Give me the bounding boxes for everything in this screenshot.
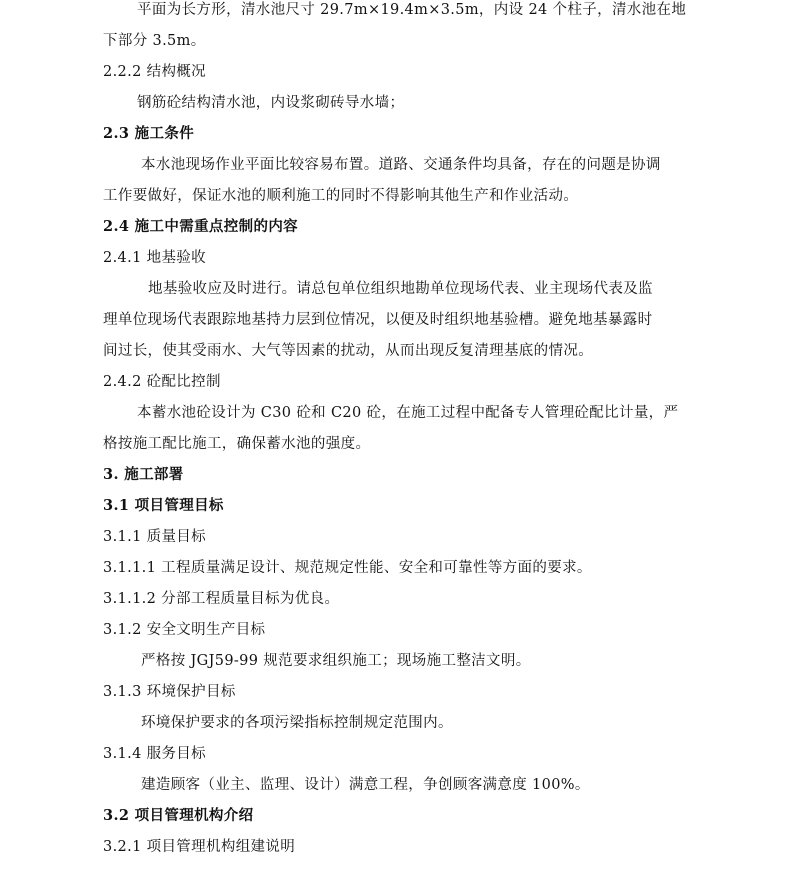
section-heading: 3.1.2 安全文明生产目标 [103, 622, 266, 638]
section-heading: 3.1.4 服务目标 [103, 746, 207, 762]
section-heading: 2.4 施工中需重点控制的内容 [103, 218, 299, 235]
section-heading: 2.4.1 地基验收 [103, 250, 207, 266]
paragraph-line: 理单位现场代表跟踪地基持力层到位情况，以便及时组织地基验槽。避免地基暴露时 [103, 312, 653, 328]
paragraph-line: 3.1.1.2 分部工程质量目标为优良。 [103, 591, 340, 607]
paragraph-line: 本水池现场作业平面比较容易布置。道路、交通条件均具备，存在的问题是协调 [141, 157, 661, 173]
paragraph-line: 平面为长方形，清水池尺寸 29.7m×19.4m×3.5m，内设 24 个柱子，清水池在地 [137, 2, 687, 18]
section-heading: 3.1 项目管理目标 [103, 497, 224, 514]
paragraph-line: 本蓄水池砼设计为 C30 砼和 C20 砼，在施工过程中配备专人管理砼配比计量，严 [137, 405, 679, 421]
paragraph-line: 环境保护要求的各项污梁指标控制规定范围内。 [141, 715, 453, 731]
paragraph-line: 钢筋砼结构清水池，内设浆砌砖导水墙； [137, 95, 405, 111]
section-heading: 3.1.1 质量目标 [103, 529, 207, 545]
section-heading: 3.1.3 环境保护目标 [103, 684, 236, 700]
section-heading: 2.3 施工条件 [103, 125, 195, 142]
section-heading: 2.4.2 砼配比控制 [103, 374, 221, 390]
paragraph-line: 间过长，使其受雨水、大气等因素的扰动，从而出现反复清理基底的情况。 [103, 343, 594, 359]
section-heading: 2.2.2 结构概况 [103, 64, 207, 80]
paragraph-line: 3.1.1.1 工程质量满足设计、规范规定性能、安全和可靠性等方面的要求。 [103, 560, 592, 576]
paragraph-line: 格按施工配比施工，确保蓄水池的强度。 [103, 436, 371, 452]
paragraph-line: 地基验收应及时进行。请总包单位组织地勘单位现场代表、业主现场代表及监 [148, 281, 653, 297]
paragraph-line: 下部分 3.5m。 [103, 33, 206, 49]
paragraph-line: 建造顾客（业主、监理、设计）满意工程，争创顾客满意度 100%。 [141, 777, 590, 793]
section-heading: 3. 施工部署 [103, 466, 184, 483]
paragraph-line: 工作要做好，保证水池的顺利施工的同时不得影响其他生产和作业活动。 [103, 188, 579, 204]
paragraph-line: 严格按 JGJ59-99 规范要求组织施工；现场施工整洁文明。 [141, 653, 531, 669]
section-heading: 3.2 项目管理机构介绍 [103, 807, 254, 824]
section-heading: 3.2.1 项目管理机构组建说明 [103, 839, 296, 855]
